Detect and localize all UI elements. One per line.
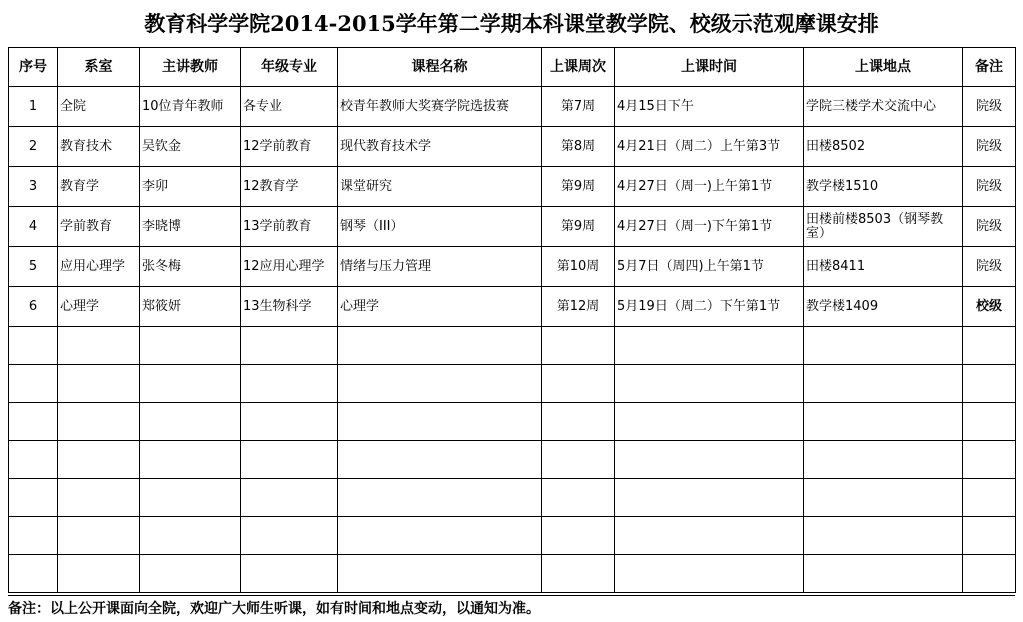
cell-no[interactable]: 5 <box>9 247 58 287</box>
empty-cell[interactable] <box>804 479 963 517</box>
cell-course[interactable]: 心理学 <box>338 287 542 327</box>
empty-cell[interactable] <box>58 441 140 479</box>
empty-cell[interactable] <box>9 479 58 517</box>
cell-place[interactable]: 田楼8411 <box>804 247 963 287</box>
header-no[interactable]: 序号 <box>9 48 58 87</box>
empty-cell[interactable] <box>615 517 804 555</box>
cell-no[interactable]: 1 <box>9 87 58 127</box>
empty-cell[interactable] <box>140 441 241 479</box>
empty-cell[interactable] <box>963 365 1016 403</box>
empty-cell[interactable] <box>615 403 804 441</box>
empty-cell[interactable] <box>542 403 615 441</box>
header-week[interactable]: 上课周次 <box>542 48 615 87</box>
cell-dept[interactable]: 应用心理学 <box>58 247 140 287</box>
empty-cell[interactable] <box>338 403 542 441</box>
cell-week[interactable]: 第9周 <box>542 167 615 207</box>
header-place[interactable]: 上课地点 <box>804 48 963 87</box>
empty-cell[interactable] <box>58 365 140 403</box>
cell-teacher[interactable]: 10位青年教师 <box>140 87 241 127</box>
cell-time[interactable]: 4月27日（周一)上午第1节 <box>615 167 804 207</box>
cell-note[interactable]: 院级 <box>963 207 1016 247</box>
empty-cell[interactable] <box>804 555 963 593</box>
empty-cell[interactable] <box>542 365 615 403</box>
table-row <box>9 247 1016 287</box>
cell-course[interactable]: 钢琴（III） <box>338 207 542 247</box>
empty-cell[interactable] <box>9 327 58 365</box>
cell-teacher[interactable]: 郑筱妍 <box>140 287 241 327</box>
empty-cell[interactable] <box>338 555 542 593</box>
empty-row <box>9 327 1016 365</box>
empty-cell[interactable] <box>9 403 58 441</box>
empty-cell[interactable] <box>338 327 542 365</box>
schedule-table <box>8 47 1016 593</box>
empty-cell[interactable] <box>963 517 1016 555</box>
empty-cell[interactable] <box>58 555 140 593</box>
cell-no[interactable]: 2 <box>9 127 58 167</box>
cell-course[interactable]: 现代教育技术学 <box>338 127 542 167</box>
cell-week[interactable]: 第9周 <box>542 207 615 247</box>
cell-time[interactable]: 4月15日下午 <box>615 87 804 127</box>
cell-time[interactable]: 4月27日（周一)下午第1节 <box>615 207 804 247</box>
cell-teacher[interactable]: 吴钦金 <box>140 127 241 167</box>
header-dept[interactable]: 系室 <box>58 48 140 87</box>
cell-dept[interactable]: 心理学 <box>58 287 140 327</box>
empty-cell[interactable] <box>9 555 58 593</box>
cell-week[interactable]: 第10周 <box>542 247 615 287</box>
empty-row <box>9 403 1016 441</box>
empty-cell[interactable] <box>542 517 615 555</box>
cell-major[interactable]: 13学前教育 <box>241 207 338 247</box>
header-major[interactable]: 年级专业 <box>241 48 338 87</box>
empty-cell[interactable] <box>963 403 1016 441</box>
cell-note[interactable]: 校级 <box>963 287 1016 327</box>
cell-place[interactable]: 教学楼1409 <box>804 287 963 327</box>
empty-cell[interactable] <box>804 327 963 365</box>
header-note[interactable]: 备注 <box>963 48 1016 87</box>
cell-no[interactable]: 6 <box>9 287 58 327</box>
empty-cell[interactable] <box>542 555 615 593</box>
cell-note[interactable]: 院级 <box>963 167 1016 207</box>
cell-dept[interactable]: 全院 <box>58 87 140 127</box>
empty-cell[interactable] <box>804 403 963 441</box>
empty-cell[interactable] <box>58 517 140 555</box>
cell-time[interactable]: 4月21日（周二）上午第3节 <box>615 127 804 167</box>
cell-no[interactable]: 3 <box>9 167 58 207</box>
empty-cell[interactable] <box>338 517 542 555</box>
cell-time[interactable]: 5月19日（周二）下午第1节 <box>615 287 804 327</box>
empty-row <box>9 479 1016 517</box>
cell-dept[interactable]: 学前教育 <box>58 207 140 247</box>
empty-cell[interactable] <box>58 479 140 517</box>
empty-cell[interactable] <box>241 327 338 365</box>
table-row <box>9 127 1016 167</box>
empty-cell[interactable] <box>542 479 615 517</box>
empty-cell[interactable] <box>58 327 140 365</box>
empty-cell[interactable] <box>338 365 542 403</box>
table-row <box>9 207 1016 247</box>
cell-major[interactable]: 各专业 <box>241 87 338 127</box>
header-course[interactable]: 课程名称 <box>338 48 542 87</box>
empty-row <box>9 517 1016 555</box>
cell-teacher[interactable]: 张冬梅 <box>140 247 241 287</box>
empty-cell[interactable] <box>615 555 804 593</box>
empty-cell[interactable] <box>241 517 338 555</box>
cell-dept[interactable]: 教育技术 <box>58 127 140 167</box>
empty-cell[interactable] <box>140 555 241 593</box>
empty-cell[interactable] <box>241 365 338 403</box>
empty-cell[interactable] <box>241 403 338 441</box>
empty-cell[interactable] <box>615 327 804 365</box>
empty-cell[interactable] <box>241 479 338 517</box>
empty-cell[interactable] <box>804 517 963 555</box>
empty-cell[interactable] <box>9 365 58 403</box>
empty-cell[interactable] <box>140 403 241 441</box>
cell-note[interactable]: 院级 <box>963 127 1016 167</box>
cell-teacher[interactable]: 李卯 <box>140 167 241 207</box>
cell-note[interactable]: 院级 <box>963 87 1016 127</box>
empty-cell[interactable] <box>9 517 58 555</box>
cell-place[interactable]: 田楼前楼8503（钢琴教室） <box>804 207 963 247</box>
cell-week[interactable]: 第12周 <box>542 287 615 327</box>
cell-major[interactable]: 13生物科学 <box>241 287 338 327</box>
empty-cell[interactable] <box>963 555 1016 593</box>
empty-cell[interactable] <box>338 441 542 479</box>
empty-cell[interactable] <box>140 365 241 403</box>
cell-place[interactable]: 学院三楼学术交流中心 <box>804 87 963 127</box>
empty-cell[interactable] <box>241 441 338 479</box>
cell-course[interactable]: 课堂研究 <box>338 167 542 207</box>
empty-cell[interactable] <box>338 479 542 517</box>
empty-cell[interactable] <box>804 441 963 479</box>
empty-row <box>9 555 1016 593</box>
empty-cell[interactable] <box>140 479 241 517</box>
header-time[interactable]: 上课时间 <box>615 48 804 87</box>
cell-week[interactable]: 第8周 <box>542 127 615 167</box>
cell-major[interactable]: 12学前教育 <box>241 127 338 167</box>
table-row <box>9 87 1016 127</box>
empty-row <box>9 365 1016 403</box>
header-row <box>9 48 1016 87</box>
empty-cell[interactable] <box>542 327 615 365</box>
empty-cell[interactable] <box>140 517 241 555</box>
empty-cell[interactable] <box>615 441 804 479</box>
cell-course[interactable]: 校青年教师大奖赛学院选拔赛 <box>338 87 542 127</box>
empty-cell[interactable] <box>963 441 1016 479</box>
table-row <box>9 287 1016 327</box>
cell-major[interactable]: 12教育学 <box>241 167 338 207</box>
cell-course[interactable]: 情绪与压力管理 <box>338 247 542 287</box>
empty-cell[interactable] <box>963 327 1016 365</box>
empty-cell[interactable] <box>241 555 338 593</box>
empty-cell[interactable] <box>615 365 804 403</box>
empty-cell[interactable] <box>615 479 804 517</box>
cell-place[interactable]: 教学楼1510 <box>804 167 963 207</box>
sheet-title: 教育科学学院2014-2015学年第二学期本科课堂教学院、校级示范观摩课安排 <box>144 11 879 36</box>
empty-cell[interactable] <box>963 479 1016 517</box>
cell-dept[interactable]: 教育学 <box>58 167 140 207</box>
cell-week[interactable]: 第7周 <box>542 87 615 127</box>
empty-cell[interactable] <box>9 441 58 479</box>
cell-major[interactable]: 12应用心理学 <box>241 247 338 287</box>
empty-row <box>9 441 1016 479</box>
spreadsheet <box>8 0 1015 619</box>
cell-teacher[interactable]: 李晓博 <box>140 207 241 247</box>
header-teacher[interactable]: 主讲教师 <box>140 48 241 87</box>
cell-note[interactable]: 院级 <box>963 247 1016 287</box>
empty-cell[interactable] <box>542 441 615 479</box>
empty-cell[interactable] <box>58 403 140 441</box>
cell-place[interactable]: 田楼8502 <box>804 127 963 167</box>
empty-cell[interactable] <box>140 327 241 365</box>
cell-no[interactable]: 4 <box>9 207 58 247</box>
footer-note[interactable]: 备注：以上公开课面向全院，欢迎广大师生听课，如有时间和地点变动，以通知为准。 <box>8 601 540 617</box>
empty-cell[interactable] <box>804 365 963 403</box>
cell-time[interactable]: 5月7日（周四)上午第1节 <box>615 247 804 287</box>
table-row <box>9 167 1016 207</box>
